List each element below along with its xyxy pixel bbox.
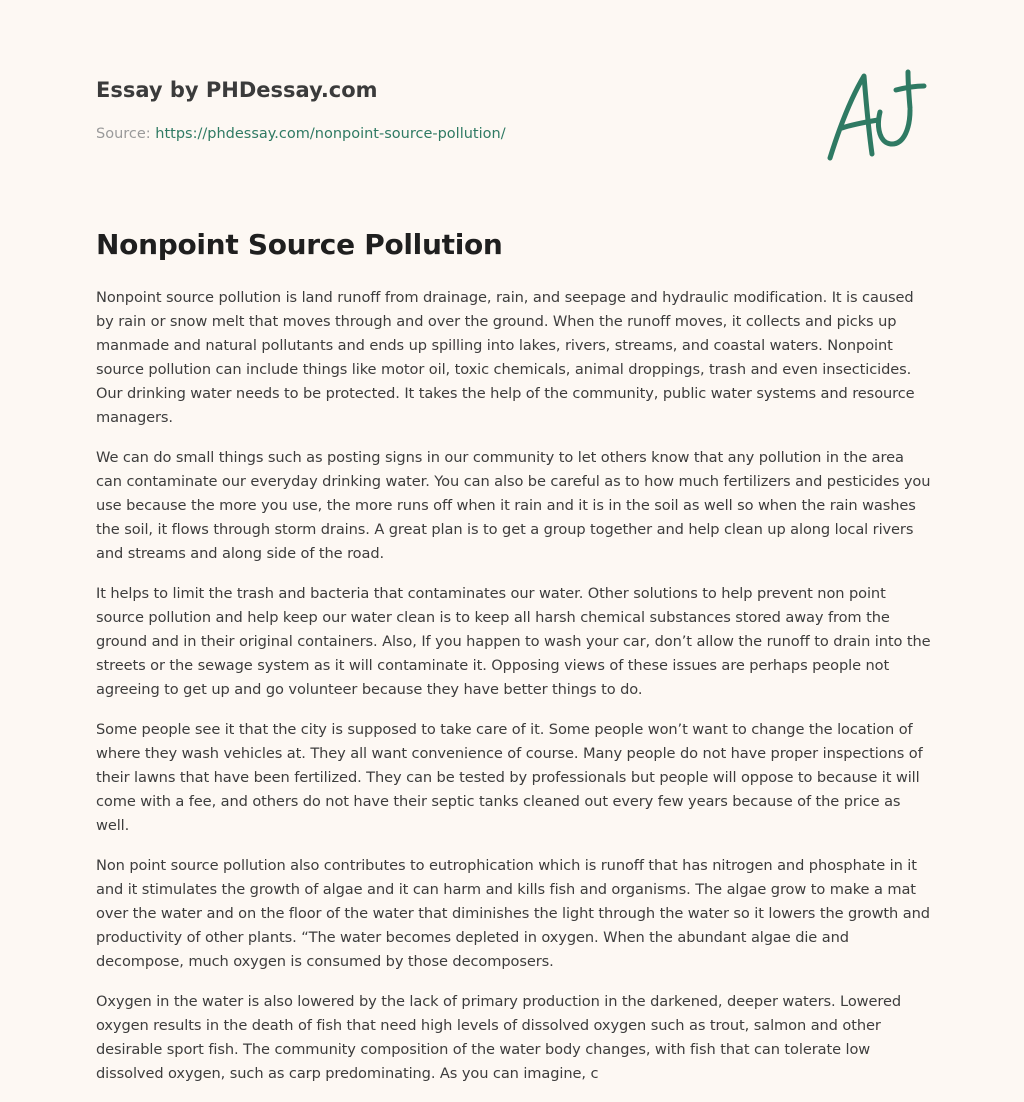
page-header — [96, 76, 796, 144]
source-label: Source: — [96, 126, 156, 142]
a-plus-logo-icon — [820, 66, 930, 166]
essay-paragraph: We can do small things such as posting signs in our community to let others know that any pollution in the area can contaminate our everyday drinking water. You can also be careful as to how much fertilizers and pesticides you use because the more you use, the more runs off when it rain and it is in the soil as well so when the rain washes the soil, it flows through storm drains. A great plan is to get a group together and help clean up along local rivers and streams and along side of the road. — [96, 449, 931, 562]
essay-paragraph: Non point source pollution also contributes to eutrophication which is runoff that has nitrogen and phosphate in it and it stimulates the growth of algae and it can harm and kills fish and organisms. The algae grow to make a mat over the water and on the floor of the water that diminishes the light through the water so it lowers the growth and productivity of other plants. “The water becomes depleted in oxygen. When the abundant algae die and decompose, much oxygen is consumed by those decomposers. — [96, 857, 930, 970]
essay-paragraph: Some people see it that the city is supposed to take care of it. Some people won’t want to change the location of where they wash vehicles at. They all want convenience of course. Many people do not have proper inspections of their lawns that have been fertilized. They can be tested by professionals but people will oppose to because it will come with a fee, and others do not have their septic tanks cleaned out every few years because of the price as well. — [96, 721, 923, 834]
source-link[interactable]: https://phdessay.com/nonpoint-source-pollution/ — [155, 126, 506, 142]
source-line — [96, 124, 796, 144]
site-title: Essay by PHDessay.com — [96, 78, 378, 102]
essay-paragraph: It helps to limit the trash and bacteria that contaminates our water. Other solutions to help prevent non point source pollution and help keep our water clean is to keep all harsh chemical substances stored away from the ground and in their original containers. Also, If you happen to wash your car, don’t allow the runoff to drain into the streets or the sewage system as it will contaminate it. Opposing views of these issues are perhaps people not agreeing to get up and go volunteer because they have better things to do. — [96, 585, 931, 698]
essay-paragraph: Nonpoint source pollution is land runoff from drainage, rain, and seepage and hydraulic modification. It is caused by rain or snow melt that moves through and over the ground. When the runoff moves, it collects and picks up manmade and natural pollutants and ends up spilling into lakes, rivers, streams, and coastal waters. Nonpoint source pollution can include things like motor oil, toxic chemicals, animal droppings, trash and even insecticides. Our drinking water needs to be protected. It takes the help of the community, public water systems and resource managers. — [96, 289, 915, 426]
essay-body — [96, 286, 932, 1102]
essay-title: Nonpoint Source Pollution — [96, 228, 503, 261]
essay-paragraph: Oxygen in the water is also lowered by the lack of primary production in the darkened, deeper waters. Lowered oxygen results in the death of fish that need high levels of dissolved oxygen such as trout, salmon and other desirable sport fish. The community composition of the water body changes, with fish that can tolerate low dissolved oxygen, such as carp predominating. As you can imagine, c — [96, 993, 901, 1082]
